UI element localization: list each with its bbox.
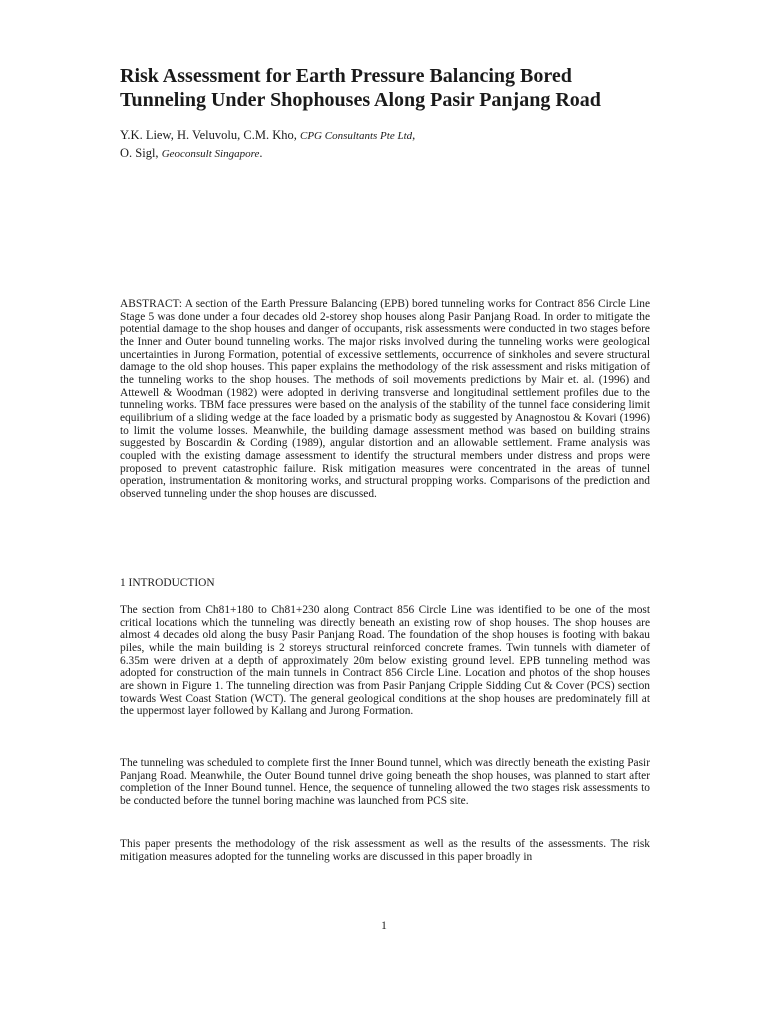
paper-title-line-2: Tunneling Under Shophouses Along Pasir Panjang Road bbox=[120, 89, 601, 111]
page-number: 1 bbox=[381, 920, 387, 932]
section-heading-introduction: 1 INTRODUCTION bbox=[120, 577, 215, 589]
abstract: ABSTRACT: A section of the Earth Pressure Balancing (EPB) bored tunneling works for Contract 856 Circle Line Stage 5 was done under a four decades old 2-storey shop houses along Pasir Panjang Road. In order to mitigate the potential damage to the shop houses and danger of occupants, risk assessments were conducted in two stages before the Inner and Outer bound tunneling works. The major risks involved during the tunneling works were geological uncertainties in Jurong Formation, potential of excessive settlements, occurrence of sinkholes and severe structural damage to the old shop houses. This paper explains the methodology of the risk assessment and risks mitigation of the tunneling works to the shop houses. The methods of soil movements predictions by Mair et. al. (1996) and Attewell & Woodman (1982) were adopted in deriving transverse and longitudinal settlement profiles due to the tunneling works. TBM face pressures were based on the analysis of the stability of the tunnel face considering limit equilibrium of a sliding wedge at the face loaded by a prismatic body as suggested by Anagnostou & Kovari (1996) to limit the volume losses. Meanwhile, the building damage assessment method was based on building strains suggested by Boscardin & Cording (1989), angular distortion and an allowable settlement. Frame analysis was coupled with the existing damage assessment to identify the structural members under distress and props were proposed to prevent catastrophic failure. Risk mitigation measures were concentrated in the areas of tunnel operation, instrumentation & monitoring works, and structural propping works. Comparisons of the prediction and observed tunneling under the shop houses are discussed. bbox=[120, 298, 650, 500]
author-affiliation-2: Geoconsult Singapore bbox=[161, 148, 260, 160]
author-line-2-end: . bbox=[259, 146, 263, 160]
author-affiliation-1: CPG Consultants Pte Ltd bbox=[299, 130, 413, 142]
body-paragraph: The section from Ch81+180 to Ch81+230 along Contract 856 Circle Line was identified to be one of the most critical locations which the tunneling was directly beneath an existing row of shop houses. The shop houses are almost 4 decades old along the busy Pasir Panjang Road. The foundation of the shop houses is footing with bakau piles, while the main building is 2 storeys structural reinforced concrete frames. Twin tunnels with diameter of 6.35m were driven at a depth of approximately 20m below existing ground level. EPB tunneling method was adopted for construction of the main tunnels in Contract 856 Circle Line. Location and photos of the shop houses are shown in Figure 1. The tunneling direction was from Pasir Panjang Cripple Sidding Cut & Cover (PCS) section towards West Coast Station (WCT). The general geological conditions at the shop houses are predominately fill at the uppermost layer followed by Kallang and Jurong Formation. bbox=[120, 604, 650, 718]
author-line-2 bbox=[120, 145, 660, 163]
author-block bbox=[120, 127, 660, 163]
author-line-1 bbox=[120, 127, 660, 145]
author-line-1-end: , bbox=[412, 128, 416, 142]
paper-title-line-1: Risk Assessment for Earth Pressure Balancing Bored bbox=[120, 65, 572, 87]
paper-title bbox=[120, 64, 680, 112]
body-paragraph: The tunneling was scheduled to complete first the Inner Bound tunnel, which was directly beneath the existing Pasir Panjang Road. Meanwhile, the Outer Bound tunnel drive going beneath the shop houses, was planned to start after completion of the Inner Bound tunnel. Hence, the sequence of tunneling allowed the two stages risk assessments to be conducted before the tunnel boring machine was launched from PCS site. bbox=[120, 757, 650, 807]
author-names-1: Y.K. Liew, H. Veluvolu, C.M. Kho, bbox=[120, 128, 300, 142]
body-paragraph: This paper presents the methodology of the risk assessment as well as the results of the assessments. The risk mitigation measures adopted for the tunneling works are discussed in this paper broadly in bbox=[120, 838, 650, 863]
author-names-2: O. Sigl, bbox=[120, 146, 162, 160]
